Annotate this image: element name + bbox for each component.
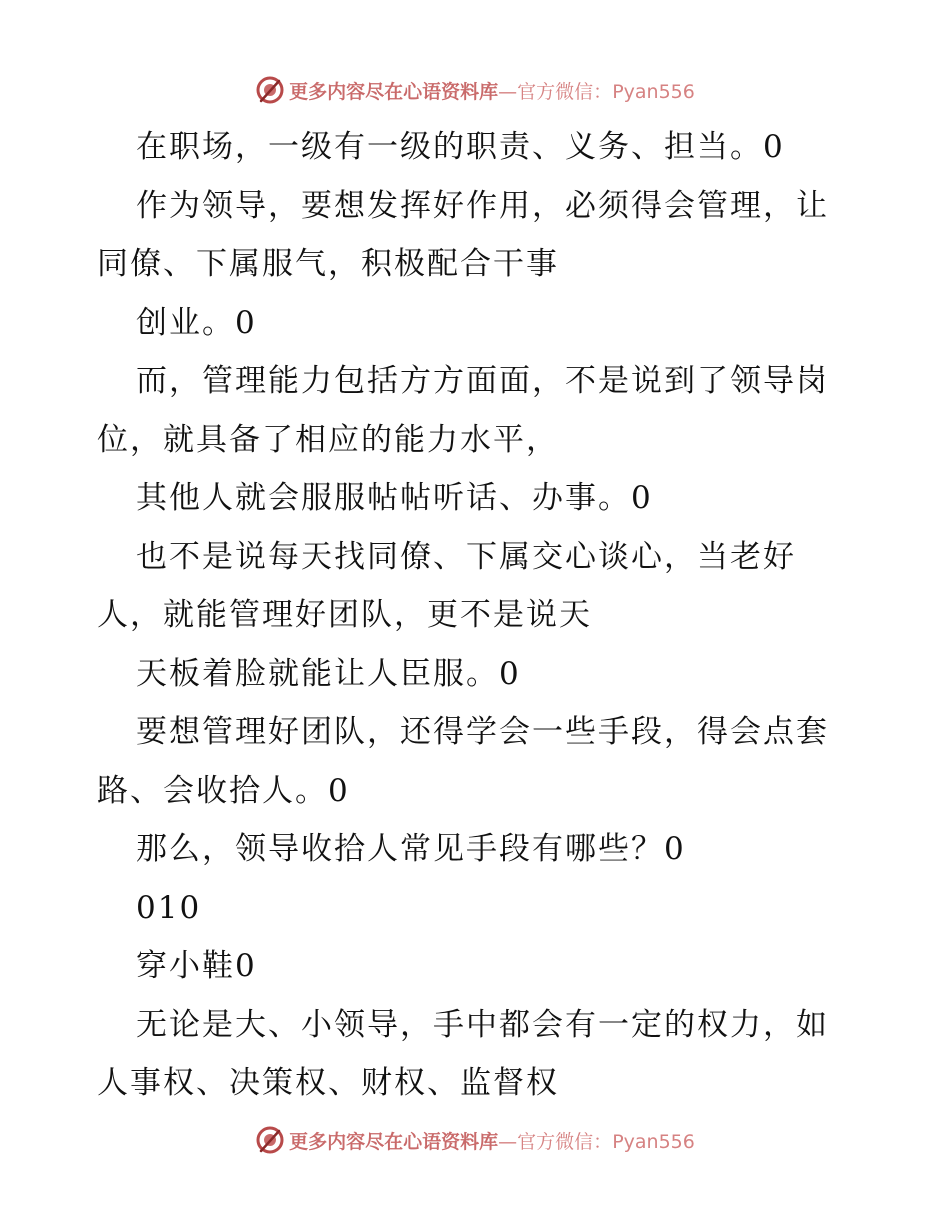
- header-banner-sep: —官方微信：: [498, 80, 613, 103]
- paragraph-line: 同僚、下属服气，积极配合干事: [97, 246, 559, 282]
- footer-banner-id: Pyan556: [612, 1130, 695, 1153]
- quill-seal-icon: [255, 1125, 285, 1155]
- section-number: 010: [136, 889, 202, 926]
- paragraph-line: 其他人就会服服帖帖听话、办事。0: [136, 480, 653, 516]
- paragraph-line: 而，管理能力包括方方面面，不是说到了领导岗: [136, 363, 829, 399]
- paragraph-line: 无论是大、小领导，手中都会有一定的权力，如: [136, 1006, 829, 1043]
- section-heading: 穿小鞋0: [136, 948, 257, 984]
- paragraph-line: 在职场，一级有一级的职责、义务、担当。0: [136, 129, 785, 165]
- header-banner: [0, 70, 950, 110]
- paragraph-line: 要想管理好团队，还得学会一些手段，得会点套: [136, 714, 829, 750]
- header-banner-text: [289, 77, 695, 104]
- paragraph-line: 创业。0: [136, 304, 257, 341]
- header-banner-main: 更多内容尽在心语资料库: [289, 80, 499, 103]
- header-banner-id: Pyan556: [612, 80, 695, 103]
- paragraph-line: 人，就能管理好团队，更不是说天: [97, 597, 592, 633]
- paragraph-line: 也不是说每天找同僚、下属交心谈心，当老好: [136, 538, 796, 575]
- paragraph-line: 位，就具备了相应的能力水平，: [97, 421, 559, 458]
- paragraph-line: 天板着脸就能让人臣服。0: [136, 655, 521, 692]
- footer-banner: [0, 1120, 950, 1160]
- paragraph-line: 作为领导，要想发挥好作用，必须得会管理，让: [136, 187, 829, 224]
- footer-banner-text: [289, 1127, 695, 1154]
- paragraph-line: 那么，领导收拾人常见手段有哪些？0: [136, 831, 686, 867]
- paragraph-line: 人事权、决策权、财权、监督权: [97, 1065, 559, 1101]
- quill-seal-icon: [255, 75, 285, 105]
- document-body: [97, 118, 857, 1113]
- footer-banner-sep: —官方微信：: [498, 1130, 613, 1153]
- paragraph-line: 路、会收拾人。0: [97, 772, 350, 809]
- footer-banner-main: 更多内容尽在心语资料库: [289, 1130, 499, 1153]
